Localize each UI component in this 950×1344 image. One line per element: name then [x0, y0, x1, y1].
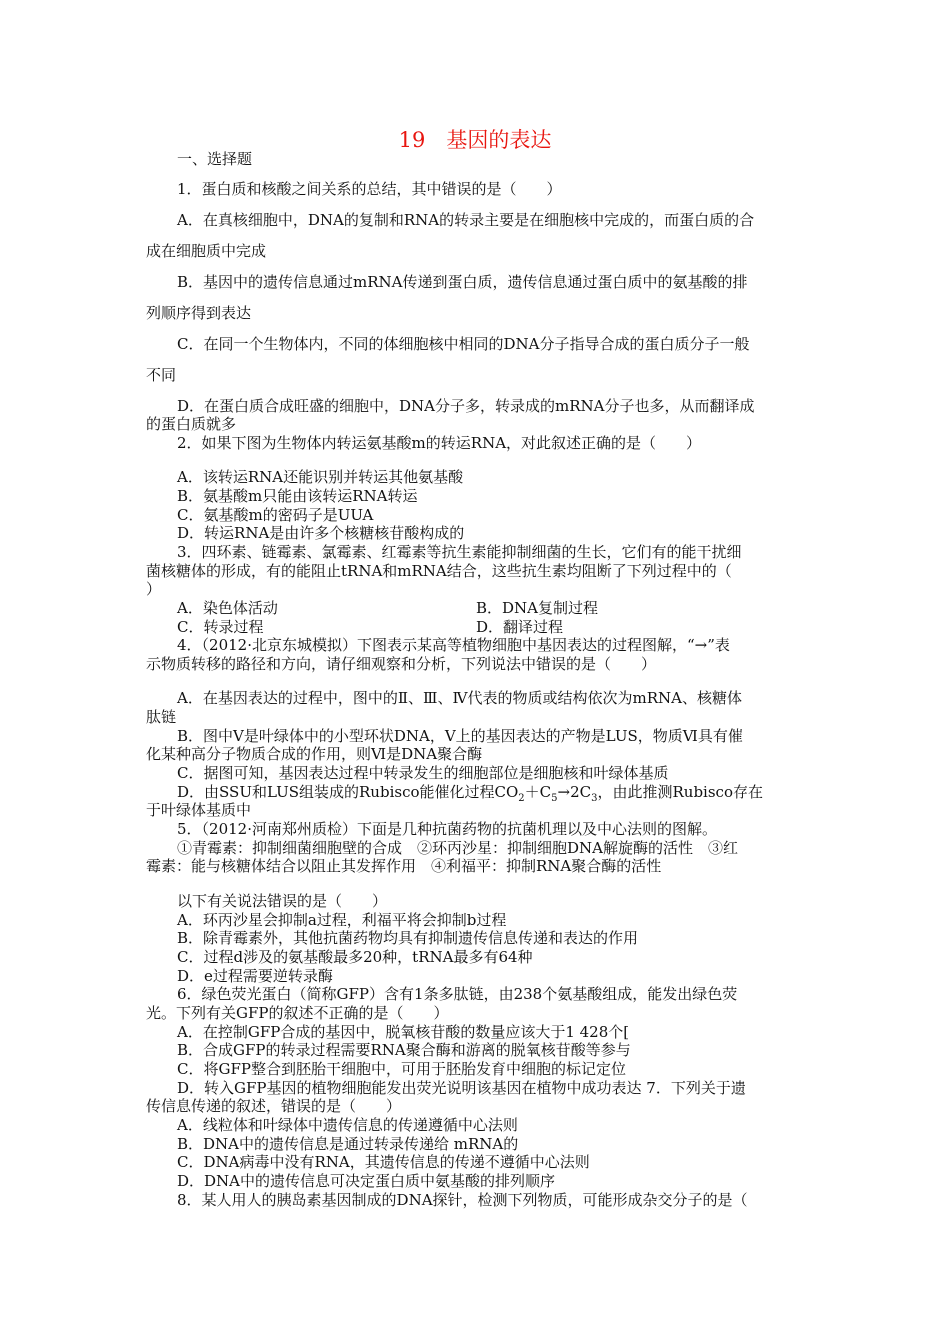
q3-stem-end: ）: [146, 580, 162, 598]
q4-option-d-text-3: →2C: [557, 783, 592, 801]
q7-option-d: D．DNA中的遗传信息可决定蛋白质中氨基酸的排列顺序: [177, 1172, 556, 1190]
q5-option-a: A．环丙沙星会抑制a过程，利福平将会抑制b过程: [177, 911, 507, 929]
q4-stem-cont: 示物质转移的路径和方向，请仔细观察和分析，下列说法中错误的是（ ）: [146, 655, 657, 673]
q4-option-d: [177, 783, 763, 802]
co2-subscript: 2: [518, 793, 525, 804]
q6-option-a: A．在控制GFP合成的基因中，脱氧核苷酸的数量应该大于1 428个[: [177, 1023, 630, 1041]
q2-option-b: B．氨基酸m只能由该转运RNA转运: [177, 487, 418, 505]
q4-option-d-text-2: ＋C: [524, 783, 552, 801]
q2-stem: 2．如果下图为生物体内转运氨基酸m的转运RNA，对此叙述正确的是（ ）: [177, 434, 702, 452]
q3-option-d: D．翻译过程: [476, 618, 564, 636]
q3-option-a: A．染色体活动: [177, 599, 278, 617]
q1-option-c-cont: 不同: [146, 366, 177, 384]
q6-stem-cont: 光。下列有关GFP的叙述不正确的是（ ）: [146, 1004, 449, 1022]
c3-subscript: 3: [591, 793, 598, 804]
q2-option-d: D．转运RNA是由许多个核糖核苷酸构成的: [177, 524, 465, 542]
q5-option-c: C．过程d涉及的氨基酸最多20种，tRNA最多有64种: [177, 948, 533, 966]
section-heading: 一、选择题: [177, 150, 253, 168]
q7-stem: 传信息传递的叙述，错误的是（ ）: [146, 1097, 402, 1115]
q4-option-d-cont: 于叶绿体基质中: [146, 801, 252, 819]
q5-question: 以下有关说法错误的是（ ）: [177, 892, 388, 910]
c5-subscript: 5: [551, 793, 558, 804]
q6-option-d: D．转入GFP基因的植物细胞能发出荧光说明该基因在植物中成功表达 7．下列关于遗: [177, 1079, 746, 1097]
q4-option-d-text-1: D．由SSU和LUS组装成的Rubisco能催化过程CO: [177, 783, 519, 801]
q4-option-d-text-4: ，由此推测Rubisco存在: [597, 783, 763, 801]
q4-option-a-cont: 肽链: [146, 708, 177, 726]
q4-option-c: C．据图可知，基因表达过程中转录发生的细胞部位是细胞核和叶绿体基质: [177, 764, 669, 782]
q3-stem: 3．四环素、链霉素、氯霉素、红霉素等抗生素能抑制细菌的生长，它们有的能干扰细: [177, 543, 742, 561]
q2-option-a: A．该转运RNA还能识别并转运其他氨基酸: [177, 468, 464, 486]
q1-option-b: B．基因中的遗传信息通过mRNA传递到蛋白质，遗传信息通过蛋白质中的氨基酸的排: [177, 273, 748, 291]
q1-option-d: D．在蛋白质合成旺盛的细胞中，DNA分子多，转录成的mRNA分子也多，从而翻译成: [177, 397, 755, 415]
q1-option-c: C．在同一个生物体内，不同的体细胞核中相同的DNA分子指导合成的蛋白质分子一般: [177, 335, 750, 353]
q1-stem: 1．蛋白质和核酸之间关系的总结，其中错误的是（ ）: [177, 180, 562, 198]
q3-option-c: C．转录过程: [177, 618, 264, 636]
q5-stem: 5．（2012·河南郑州质检）下面是几种抗菌药物的抗菌机理以及中心法则的图解。: [177, 820, 717, 838]
q6-option-c: C．将GFP整合到胚胎干细胞中，可用于胚胎发育中细胞的标记定位: [177, 1060, 626, 1078]
q1-option-b-cont: 列顺序得到表达: [146, 304, 252, 322]
q4-stem: 4．（2012·北京东城模拟）下图表示某高等植物细胞中基因表达的过程图解，“→”表: [177, 636, 730, 654]
q5-drug-list: ①青霉素：抑制细菌细胞壁的合成 ②环丙沙星：抑制细胞DNA解旋酶的活性 ③红: [177, 839, 738, 857]
q4-option-b-cont: 化某种高分子物质合成的作用，则Ⅵ是DNA聚合酶: [146, 745, 483, 763]
q5-option-d: D．e过程需要逆转录酶: [177, 967, 333, 985]
document-title: 19 基因的表达: [398, 128, 552, 152]
q3-stem-cont: 菌核糖体的形成，有的能阻止tRNA和mRNA结合，这些抗生素均阻断了下列过程中的（: [146, 562, 732, 580]
q3-option-b: B．DNA复制过程: [476, 599, 599, 617]
q1-option-d-cont: 的蛋白质就多: [146, 415, 237, 433]
q2-option-c: C．氨基酸m的密码子是UUA: [177, 506, 374, 524]
q4-option-b: B．图中Ⅴ是叶绿体中的小型环状DNA，Ⅴ上的基因表达的产物是LUS，物质Ⅵ具有催: [177, 727, 743, 745]
q7-option-c: C．DNA病毒中没有RNA，其遗传信息的传递不遵循中心法则: [177, 1153, 590, 1171]
q4-option-a: A．在基因表达的过程中，图中的Ⅱ、Ⅲ、Ⅳ代表的物质或结构依次为mRNA、核糖体: [177, 689, 742, 707]
q7-option-a: A．线粒体和叶绿体中遗传信息的传递遵循中心法则: [177, 1116, 518, 1134]
q5-option-b: B．除青霉素外，其他抗菌药物均具有抑制遗传信息传递和表达的作用: [177, 929, 639, 947]
q8-stem: 8．某人用人的胰岛素基因制成的DNA探针，检测下列物质，可能形成杂交分子的是（: [177, 1191, 748, 1209]
q6-stem: 6．绿色荧光蛋白（简称GFP）含有1条多肽链，由238个氨基酸组成，能发出绿色荧: [177, 985, 738, 1003]
q6-option-b: B．合成GFP的转录过程需要RNA聚合酶和游离的脱氧核苷酸等参与: [177, 1041, 631, 1059]
q7-option-b: B．DNA中的遗传信息是通过转录传递给 mRNA的: [177, 1135, 519, 1153]
q1-option-a-cont: 成在细胞质中完成: [146, 242, 267, 260]
q5-drug-list-cont: 霉素：能与核糖体结合以阻止其发挥作用 ④利福平：抑制RNA聚合酶的活性: [146, 857, 662, 875]
q1-option-a: A．在真核细胞中，DNA的复制和RNA的转录主要是在细胞核中完成的，而蛋白质的合: [177, 211, 755, 229]
